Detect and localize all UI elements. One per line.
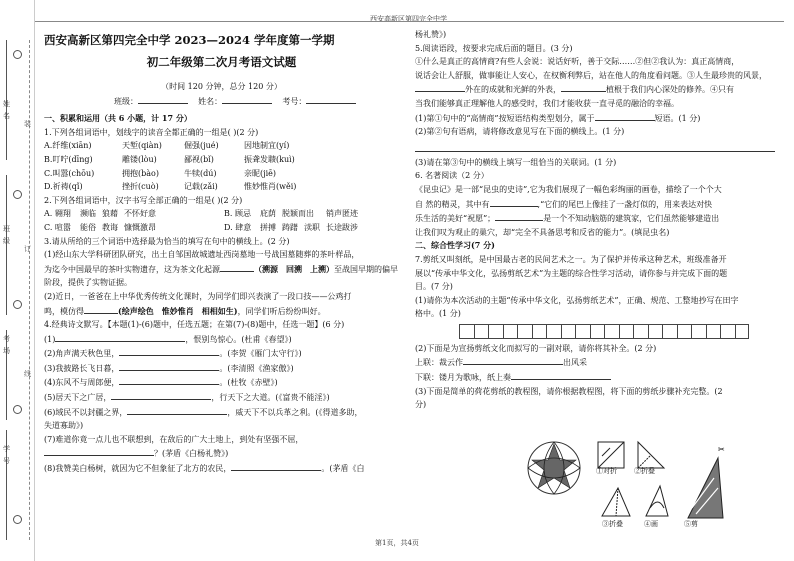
binding-hole bbox=[13, 300, 22, 309]
binding-hole bbox=[13, 405, 22, 414]
q4-item: (6)域民不以封疆之界， ，威天下不以兵革之利。(《得道多助， bbox=[44, 405, 399, 420]
q5-sub-1: (1)第①句中的“高情商”按短语结构类型划分，属于 短语。(1 分) bbox=[415, 111, 785, 126]
page-header: 西安高新区第四完全中学 bbox=[370, 15, 447, 23]
section-heading-1: 一、积累和运用（共 6 小题，计 17 分） bbox=[44, 113, 192, 124]
strip-dash-text: 装 bbox=[24, 120, 31, 128]
strip-label-no2: 号 bbox=[3, 457, 10, 465]
q4-item: (3)我披路长飞日暮， 。(李清照《渔家傲》) bbox=[44, 361, 399, 376]
q4-item: ？(茅盾《白杨礼赞》) bbox=[44, 446, 399, 461]
strip-dash-text: 线 bbox=[24, 370, 31, 378]
q5-passage: 说话会让人舒服，做事能让人安心，在权衡利弊后，站在他人的角度看问题。③人生最珍贵的风景， bbox=[415, 70, 767, 80]
question-3: 3.请从所给的三个词语中选择最为恰当的填写在句中的横线上。(2 分) bbox=[44, 236, 290, 246]
binding-hole bbox=[13, 50, 22, 59]
papercut-tutorial-diagram bbox=[518, 438, 738, 530]
q6-text: 《昆虫记》是一部“昆虫的史诗”,它为我们展现了一幅色彩绚丽的画卷，描绘了一个个大 bbox=[415, 184, 722, 194]
binding-hole bbox=[13, 190, 22, 199]
q5-sub-2: (2)第②句有语病，请将修改意见写在下面的横线上。(1 分) bbox=[415, 127, 625, 137]
q7-sub-1: 格中。(1 分) bbox=[415, 309, 461, 319]
strip-label-name2: 名 bbox=[3, 112, 10, 120]
q6-text: 自 然的精灵，其中有 ,“它们的尾巴上像挂了一盏灯似的，用来表达对快 bbox=[415, 197, 785, 212]
right-column bbox=[415, 28, 785, 412]
student-info bbox=[44, 94, 399, 109]
q3-text: 为迄今中国最早的茶叶实物遗存，这为茶文化起源 （溯源 回溯 上溯）至战国早期的偏早 bbox=[44, 263, 398, 274]
fold-step-3-icon bbox=[602, 488, 630, 516]
q4-item: (8)我赞美白杨树，就因为它不但象征了北方的农民， 。(茅盾《白 bbox=[44, 461, 399, 476]
question-1: 1.下列各组词语中，划线字的读音全都正确的一组是( )(2 分) bbox=[44, 127, 259, 137]
binding-hole bbox=[13, 515, 22, 524]
q4-item: (4)东风不与周郎便， 。(杜牧《赤壁》) bbox=[44, 375, 399, 390]
left-column bbox=[44, 28, 399, 476]
question-5: 5.阅读语段，按要求完成后面的题目。(3 分) bbox=[415, 43, 573, 53]
q3-text: (1)经山东大学科研团队研究，出土自邹国故城遗址西岗墓地一号战国墓随葬的茶叶样品， bbox=[44, 250, 360, 260]
strip-label-no: 学 bbox=[3, 445, 10, 453]
q6-text: 乐生活的美好“祝愿”； 是一个不知动脑筋的建筑家，它们虽然能够建造出 bbox=[415, 211, 785, 226]
q7-sub-3: (3)下面是简单的荷花剪纸的教程图，请你根据教程图，将下面的剪纸步骤补充完整。(2 bbox=[415, 386, 723, 396]
question-4: 4.经典诗文默写。【本题(1)-(6)题中，任选五题；在第(7)-(8)题中，任选一题】(6 分) bbox=[44, 320, 345, 330]
q2-options-cd: C. 喧嚣 能俗 教诲 慷慨激昂 D. 肆意 拼搏 踌躇 渎职 长途跋涉 bbox=[44, 222, 358, 232]
q7-text: 目。(7 分) bbox=[415, 282, 453, 292]
q5-sub-3: (3)请在第③句中的横线上填写一组恰当的关联词。(1 分) bbox=[415, 157, 617, 167]
q4-item: (5)居天下之广居， ，行天下之大道。(《富贵不能淫》) bbox=[44, 390, 399, 405]
number-label: 考号： bbox=[282, 96, 307, 106]
strip-label-room: 考 bbox=[3, 335, 10, 343]
step-label-cut: ⑤剪 bbox=[684, 520, 698, 528]
q1-option-b: B.叮咛(dīng) 雕镂(lòu) 鄙视(bǐ) 振聋发聩(kuì) bbox=[44, 154, 295, 164]
step-label-draw: ④画 bbox=[644, 520, 658, 528]
lotus-papercut-icon bbox=[528, 442, 580, 494]
q5-passage: 当我们能够真正理解他人的感受时，我们才能收获一直寻觅的融洽的幸福。 bbox=[415, 98, 679, 108]
question-6: 6. 名著阅读（2 分） bbox=[415, 171, 489, 181]
q2-options-ab: A. 翱翔 濒临 狼藉 不怀好意 B. 顾忌 庇荫 脱颖而出 销声匿迹 bbox=[44, 209, 358, 219]
q3-text: (2)近日，一爸爸在上中华优秀传统文化课时，为同学们即兴表演了一段口技——公鸡打 bbox=[44, 291, 352, 301]
q3-text: 阶段，提供了实物证据。 bbox=[44, 278, 132, 288]
q5-passage: 外在的成就和光鲜的外表， 植根于我们内心深处的修养。④只有 bbox=[415, 82, 785, 97]
strip-label-class: 班 bbox=[3, 225, 10, 233]
strip-label-room2: 场 bbox=[3, 347, 10, 355]
q5-passage: ①什么是真正的高情商?有些人会说：说话好听，善于交际……②但②我认为：真正高情商， bbox=[415, 57, 740, 67]
binding-strip bbox=[0, 0, 35, 561]
fold-step-1-icon bbox=[598, 442, 624, 468]
continued-text: 杨礼赞》) bbox=[415, 30, 447, 39]
name-field[interactable] bbox=[222, 94, 272, 104]
fold-step-2-icon bbox=[638, 442, 664, 468]
svg-text:✂: ✂ bbox=[718, 445, 725, 454]
q4-item: 失道寡助》) bbox=[44, 421, 84, 431]
strip-label-name: 姓 bbox=[3, 100, 10, 108]
couplet-down: 下联：镂月为歌咏，纸上奏 bbox=[415, 370, 785, 385]
question-2: 2.下列各组词语中，汉字书写全部正确的一组是( )(2 分) bbox=[44, 195, 243, 205]
dashed-cut-line bbox=[29, 40, 30, 540]
couplet-up: 上联：裁云作 出风采 bbox=[415, 355, 785, 370]
strip-label-class2: 级 bbox=[3, 237, 10, 245]
q1-option-a: A.纤维(xiān) 天堑(qiàn) 倔强(jué) 因地制宜(yí) bbox=[44, 141, 290, 151]
step-label-fold: ③折叠 bbox=[602, 520, 623, 528]
q7-text: 展以“传承中华文化，弘扬剪纸艺术”为主题的综合性学习活动，请你参与并完成下面的题 bbox=[415, 268, 728, 278]
answer-line[interactable] bbox=[415, 141, 775, 152]
q7-sub-2: (2)下面是为宣扬剪纸文化而拟写的一副对联，请你将其补全。(2 分) bbox=[415, 343, 657, 353]
step-label-fold: ②折叠 bbox=[634, 467, 655, 475]
draw-step-icon bbox=[646, 486, 668, 516]
q4-item: (2)角声满天秋色里， 。(李贺《雁门太守行》) bbox=[44, 346, 399, 361]
exam-time: （时间 120 分钟，总分 120 分） bbox=[161, 82, 282, 91]
q1-option-c: C.叫嚣(chōu) 拥抱(bào) 牛犊(dú) 亲昵(jiē) bbox=[44, 168, 277, 178]
q7-text: 7.剪纸又叫刻纸，是中国最古老的民间艺术之一。为了保护并传承这种艺术，班级准备开 bbox=[415, 254, 727, 264]
page-footer: 第1页，共4页 bbox=[375, 539, 419, 547]
exam-title: 西安高新区第四完全中学 2023—2024 学年度第一学期 bbox=[44, 33, 335, 47]
q4-item: (1) ，恨别鸟惊心。(杜甫《春望》) bbox=[44, 332, 399, 347]
class-field[interactable] bbox=[138, 94, 188, 104]
q7-sub-3: 分) bbox=[415, 400, 427, 410]
header-rule bbox=[34, 21, 784, 22]
step-label-fold: ①对折 bbox=[596, 467, 617, 475]
number-field[interactable] bbox=[306, 94, 356, 104]
name-label: 姓名： bbox=[198, 96, 223, 106]
q3-text: 鸣，模仿得 (绘声绘色 惟妙惟肖 相相如生)，同学们听后纷纷叫好。 bbox=[44, 305, 326, 316]
q6-text: 让我们叹为观止的巢穴，却“完全不具备思考和反省的能力”。(填昆虫名) bbox=[415, 227, 670, 237]
q7-sub-1: (1)请你为本次活动的主题“传承中华文化，弘扬剪纸艺术”，正确、规范、工整地抄写在田字 bbox=[415, 295, 739, 305]
cut-step-icon bbox=[688, 445, 725, 518]
q1-option-d: D.祈祷(qǐ) 挫折(cuò) 记载(zǎi) 惟妙惟肖(wěi) bbox=[44, 182, 297, 192]
strip-dash-text: 订 bbox=[24, 245, 31, 253]
exam-subtitle: 初二年级第二次月考语文试题 bbox=[146, 55, 297, 69]
writing-grid[interactable] bbox=[459, 324, 785, 339]
class-label: 班级： bbox=[114, 96, 138, 106]
section-heading-2: 二、综合性学习(7 分) bbox=[415, 240, 495, 251]
q4-item: (7)难道你竟一点儿也不联想到，在敌后的广大土地上，到处有坚强不屈， bbox=[44, 434, 304, 444]
